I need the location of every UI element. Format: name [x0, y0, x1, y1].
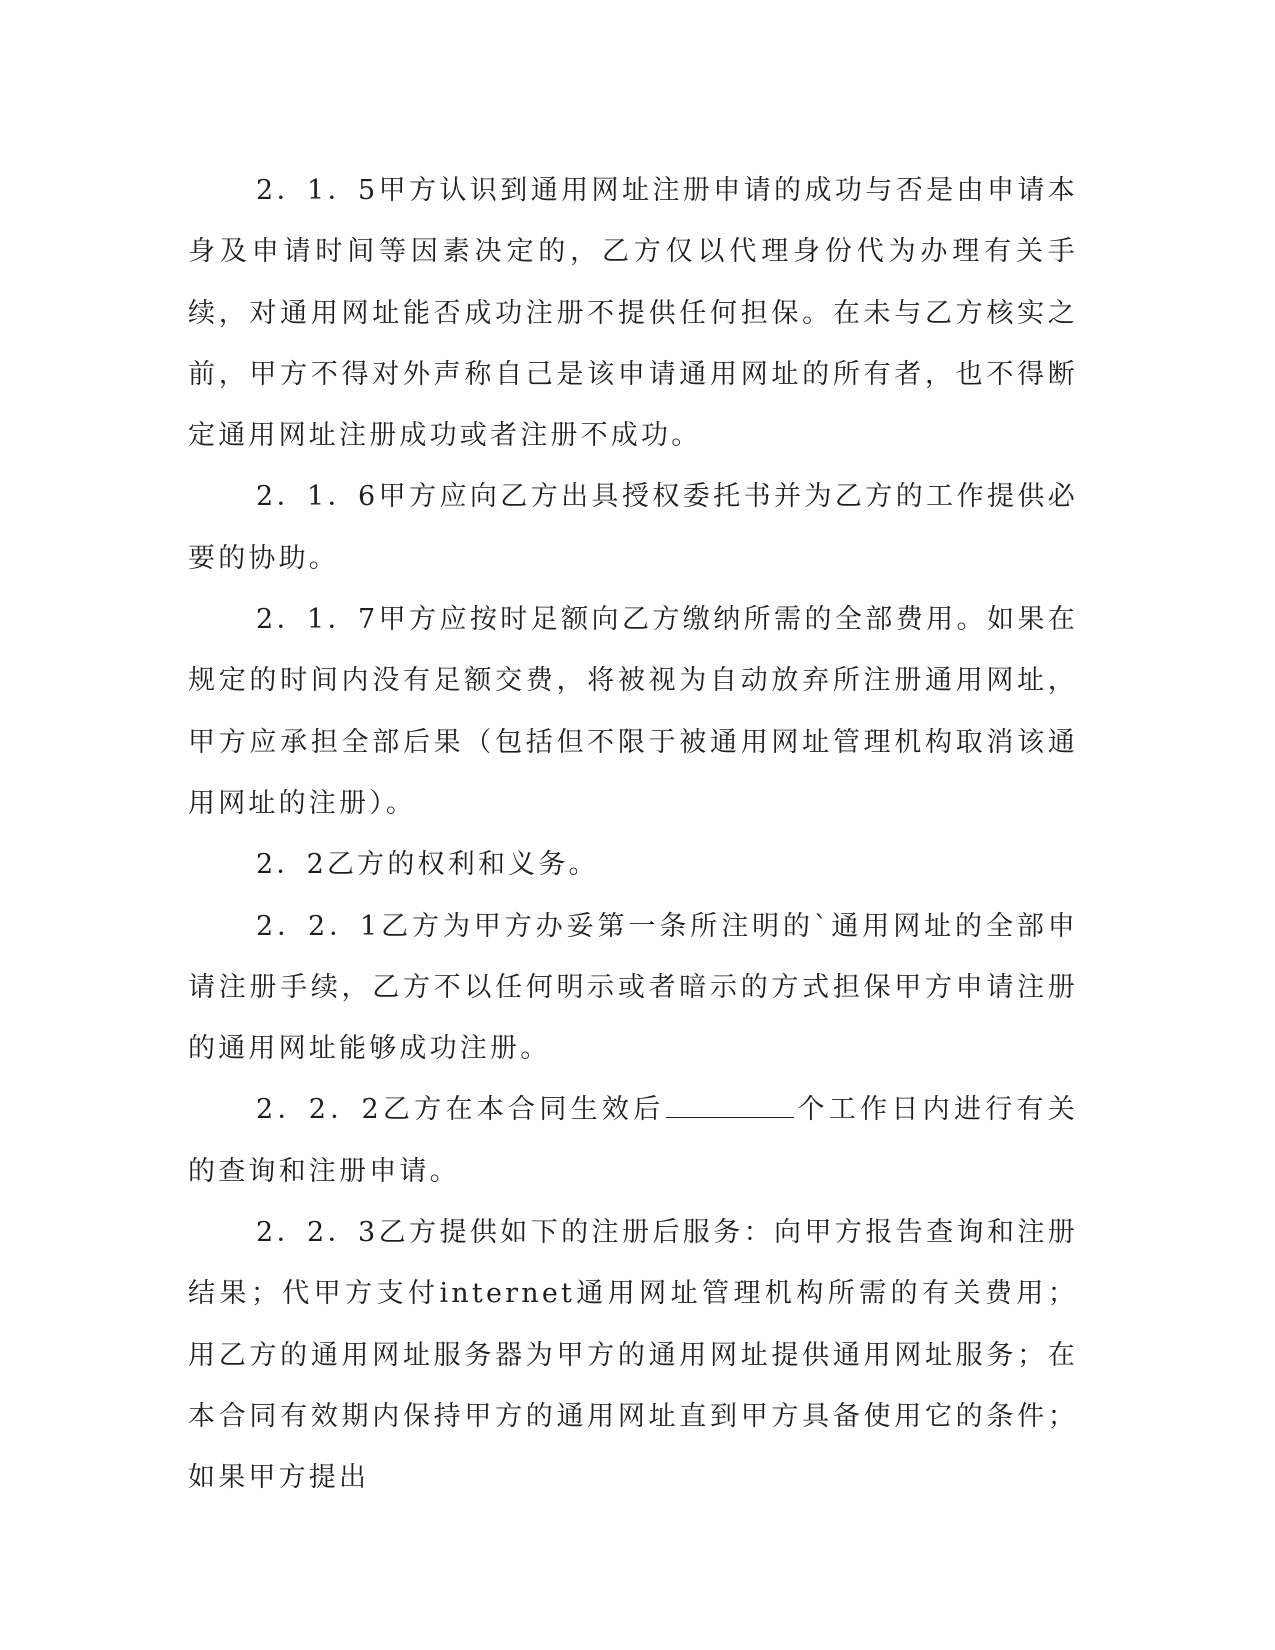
clause-2-1-7: 2．1．7甲方应按时足额向乙方缴纳所需的全部费用。如果在规定的时间内没有足额交费，将被视为自动放弃所注册通用网址，甲方应承担全部后果（包括但不限于被通用网址管理机构取消该通用网址的注册）。: [188, 604, 1078, 819]
clause-2-2-2-text-before: 2．2．2乙方在本合同生效后: [256, 1094, 665, 1126]
clause-2-1-5: 2．1．5甲方认识到通用网址注册申请的成功与否是由申请本身及申请时间等因素决定的，乙方仅以代理身份代为办理有关手续，对通用网址能否成功注册不提供任何担保。在未与乙方核实之前，甲方不得对外声称自己是该申请通用网址的所有者，也不得断定通用网址注册成功或者注册不成功。: [188, 175, 1078, 452]
clause-2-2-1: 2．2．1乙方为甲方办妥第一条所注明的`通用网址的全部申请注册手续，乙方不以任何明示或者暗示的方式担保甲方申请注册的通用网址能够成功注册。: [188, 910, 1078, 1065]
clause-2-2-2: [188, 1079, 1078, 1202]
clause-2-2-heading: 2．2乙方的权利和义务。: [256, 849, 599, 881]
clause-2-2-2-text-after: 个工作日内进行有关的查询和注册申请。: [188, 1094, 1078, 1187]
fill-in-blank-line: [666, 1095, 794, 1118]
clause-2-1-6: 2．1．6甲方应向乙方出具授权委托书并为乙方的工作提供必要的协助。: [188, 481, 1078, 574]
clause-2-2-3: 2．2．3乙方提供如下的注册后服务：向甲方报告查询和注册结果；代甲方支付internet通用网址管理机构所需的有关费用；用乙方的通用网址服务器为甲方的通用网址提供通用网址服务；在本合同有效期内保持甲方的通用网址直到甲方具备使用它的条件；如果甲方提出: [188, 1217, 1078, 1494]
document-body: [188, 160, 1078, 1509]
